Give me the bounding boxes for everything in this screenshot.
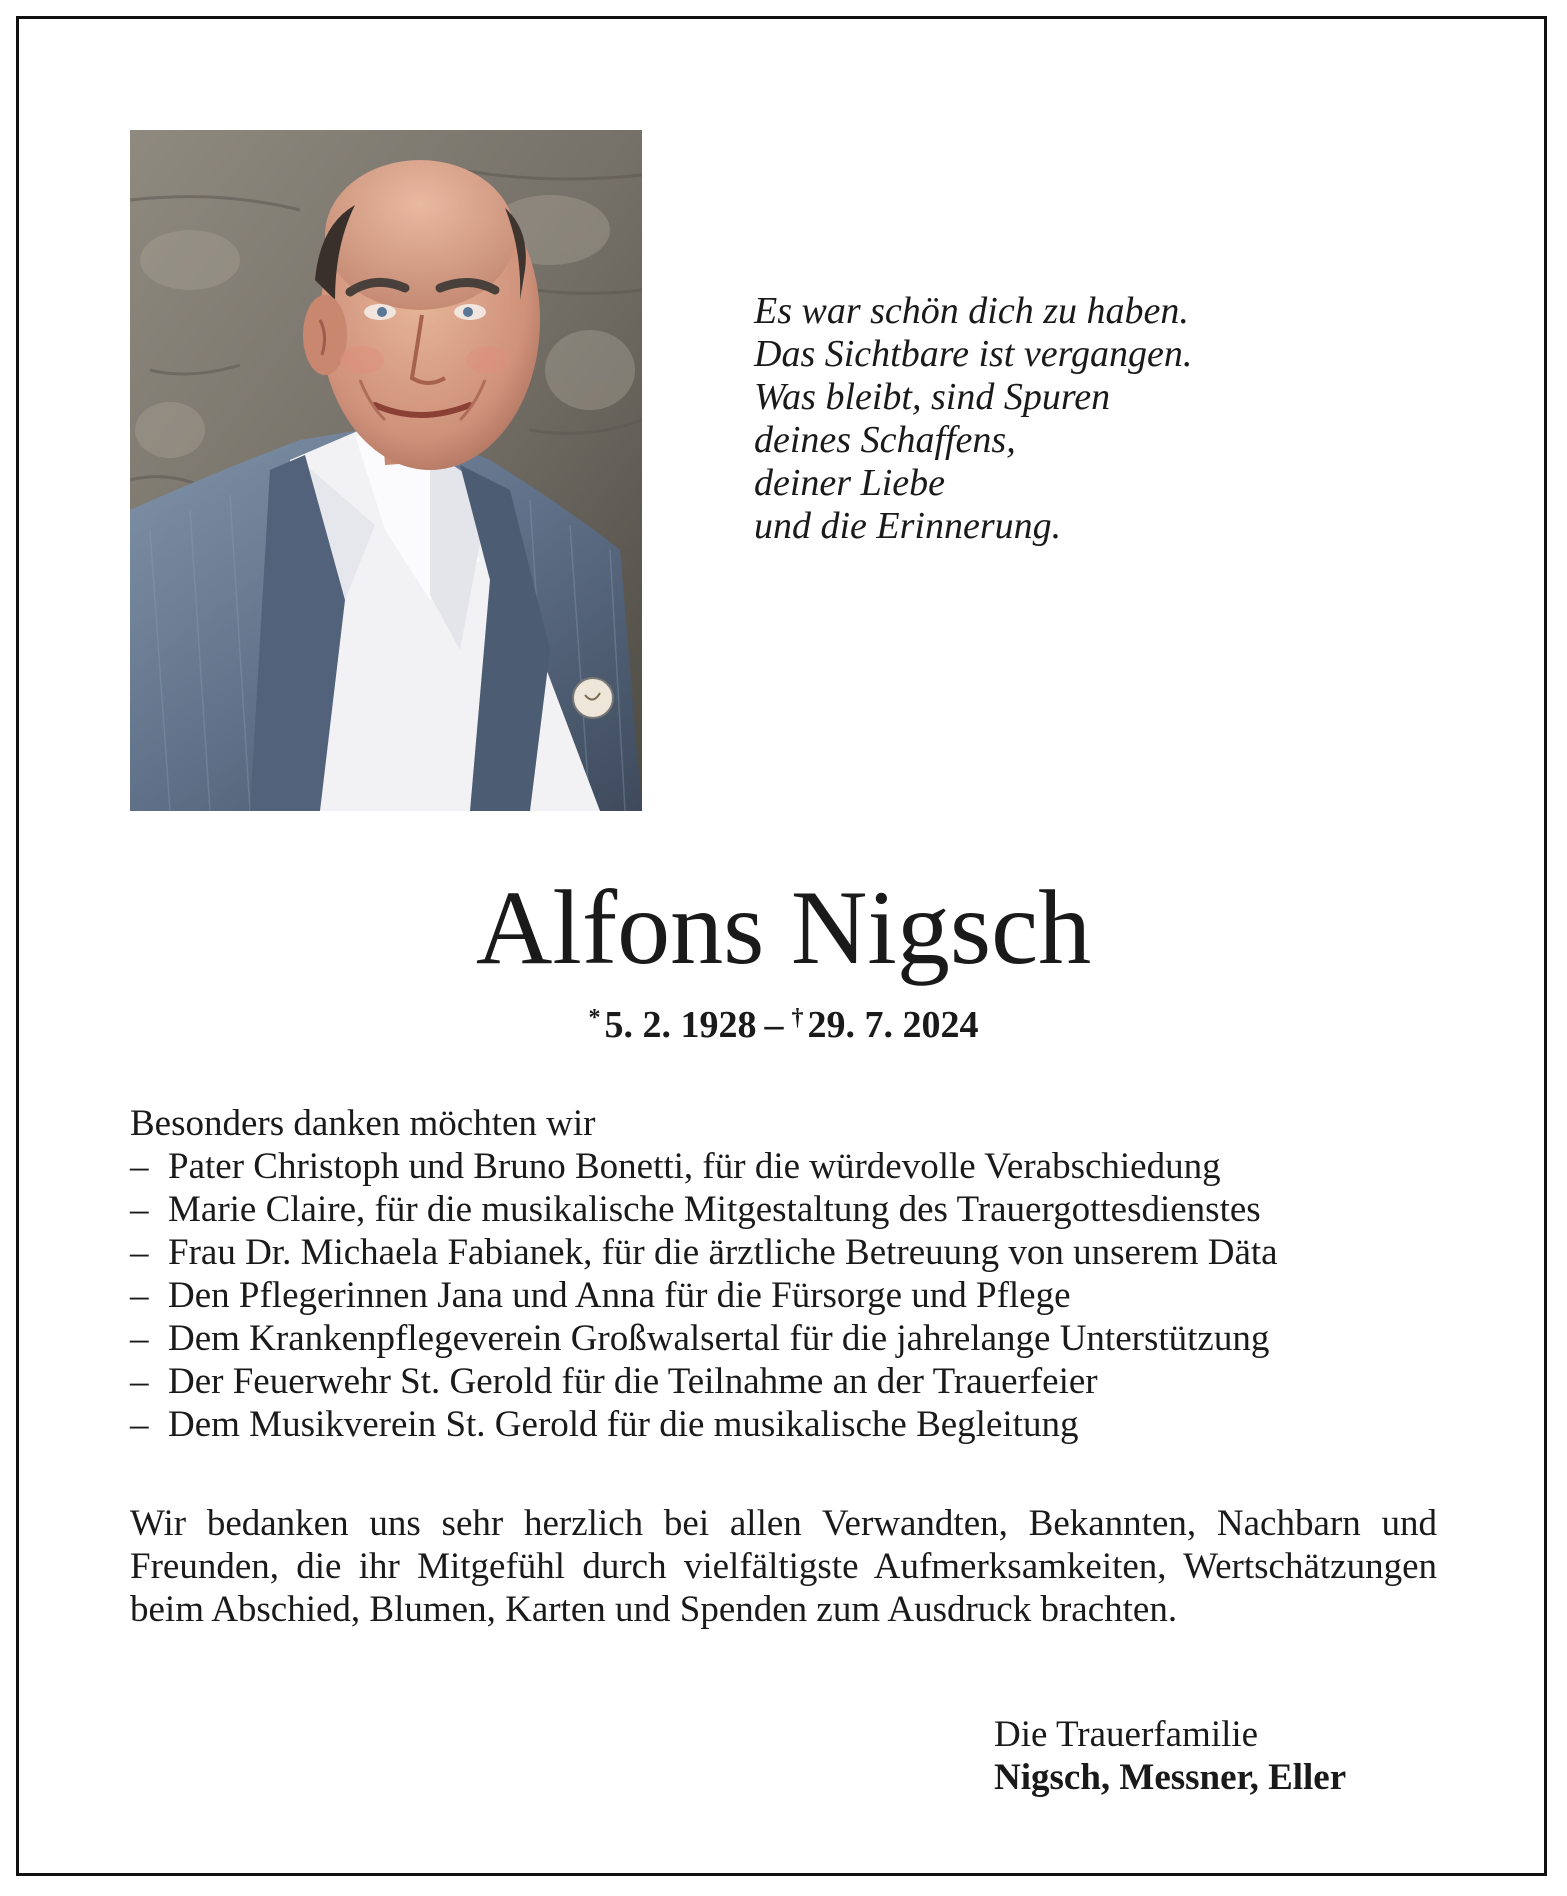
thanks-section <box>130 1102 1440 1446</box>
birth-symbol: * <box>588 1005 601 1031</box>
list-item: – Dem Krankenpflegeverein Großwalsertal für die jahrelange Unterstützung <box>130 1317 1440 1360</box>
poem-line: Das Sichtbare ist vergangen. <box>754 333 1193 375</box>
poem-line: Was bleibt, sind Spuren <box>754 376 1111 418</box>
poem-line: und die Erinnerung. <box>754 505 1062 547</box>
list-item: – Marie Claire, für die musikalische Mitgestaltung des Trauergottesdienstes <box>130 1188 1440 1231</box>
deceased-name: Alfons Nigsch <box>475 869 1092 986</box>
thanks-list <box>130 1145 1440 1446</box>
list-item: – Den Pflegerinnen Jana und Anna für die Fürsorge und Pflege <box>130 1274 1440 1317</box>
death-date: 29. 7. 2024 <box>807 1004 979 1046</box>
portrait-photo <box>130 130 642 811</box>
closing-paragraph: Wir bedanken uns sehr herzlich bei allen Verwandten, Bekannten, Nachbarn und Freunden, die ihr Mitgefühl durch vielfältigste Aufmerksamkeiten, Wertschätzungen beim Abschied, Blumen, Karten und Spenden zum Ausdruck brachten. <box>130 1503 1437 1630</box>
list-item: – Der Feuerwehr St. Gerold für die Teilnahme an der Trauerfeier <box>130 1360 1440 1403</box>
death-symbol: † <box>791 1005 804 1031</box>
poem-line: Es war schön dich zu haben. <box>754 290 1189 332</box>
date-separator: – <box>764 1004 784 1046</box>
signature-label: Die Trauerfamilie <box>994 1714 1259 1755</box>
poem-line: deines Schaffens, <box>754 419 1016 461</box>
poem-line: deiner Liebe <box>754 462 946 504</box>
memorial-poem <box>754 290 1394 548</box>
list-item: – Frau Dr. Michaela Fabianek, für die ärztliche Betreuung von unserem Däta <box>130 1231 1440 1274</box>
life-dates <box>0 1002 1567 1048</box>
thanks-intro: Besonders danken möchten wir <box>130 1103 596 1144</box>
list-item: – Pater Christoph und Bruno Bonetti, für die würdevolle Verabschiedung <box>130 1145 1440 1188</box>
family-names: Nigsch, Messner, Eller <box>994 1757 1347 1798</box>
birth-date: 5. 2. 1928 <box>604 1004 757 1046</box>
list-item: – Dem Musikverein St. Gerold für die musikalische Begleitung <box>130 1403 1440 1446</box>
signature-block <box>994 1713 1474 1799</box>
